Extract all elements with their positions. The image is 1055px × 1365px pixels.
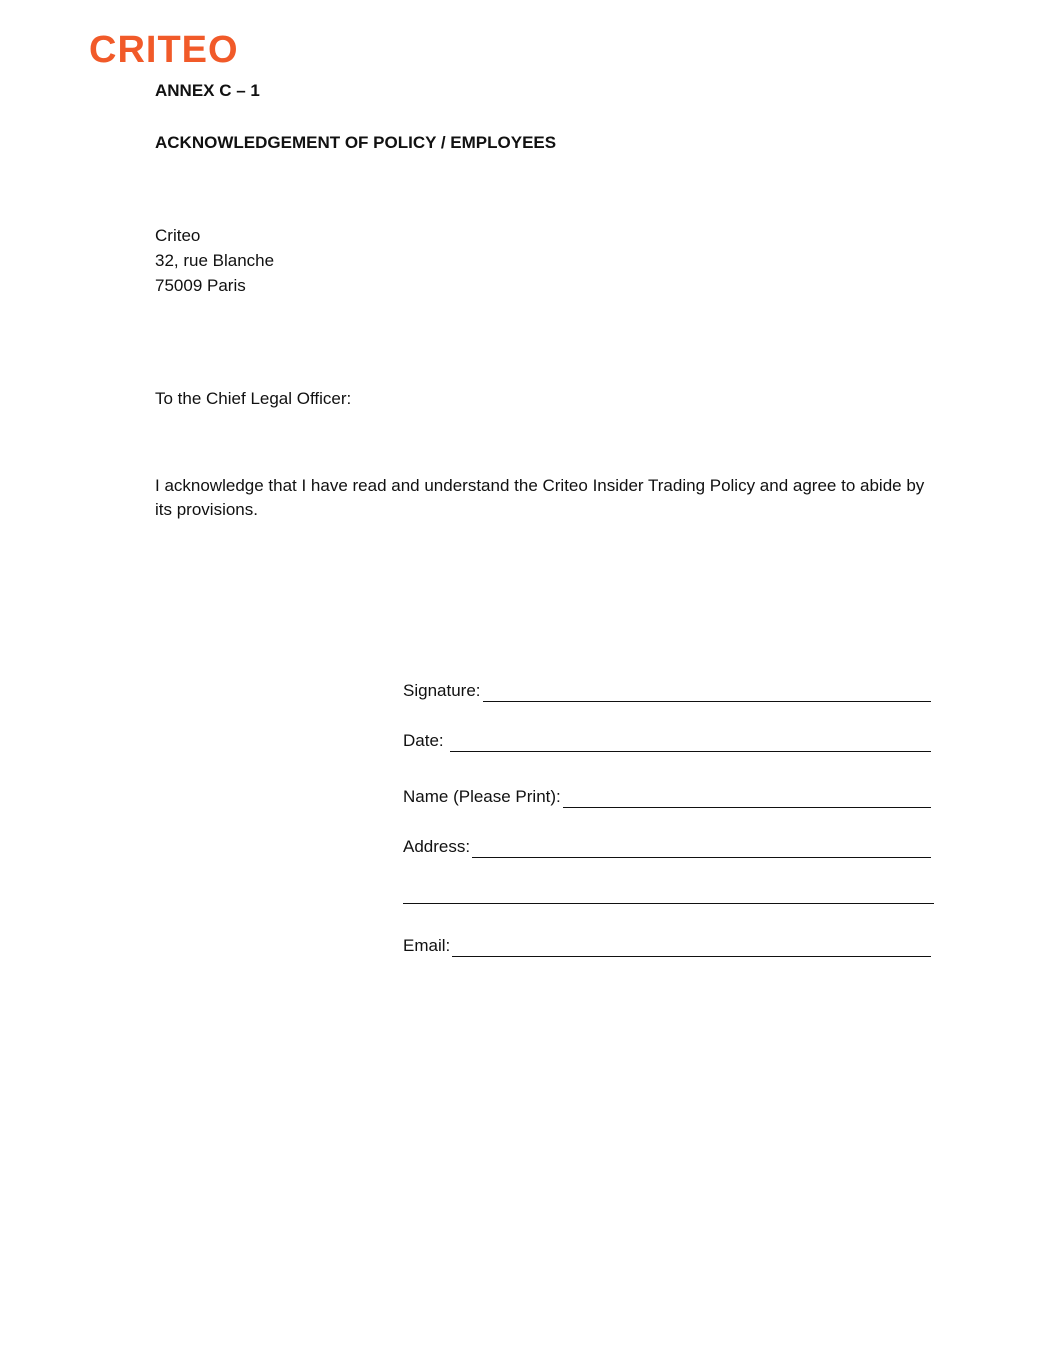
- address-line-company: Criteo: [155, 226, 201, 245]
- logo-wordmark: CRITEO: [89, 29, 239, 67]
- address-field-second-line[interactable]: [403, 880, 934, 904]
- criteo-logo-icon: [89, 29, 241, 67]
- signature-line[interactable]: [483, 683, 932, 702]
- date-label: Date:: [403, 731, 444, 750]
- acknowledgement-text: I acknowledge that I have read and understand the Criteo Insider Trading Policy and agree to abide by its provisions.: [155, 476, 925, 519]
- address-field[interactable]: [403, 834, 931, 858]
- email-label: Email:: [403, 936, 451, 955]
- address-line-city: 75009 Paris: [155, 276, 246, 295]
- address-line-2[interactable]: [403, 885, 934, 904]
- email-field[interactable]: [403, 933, 931, 957]
- address-label: Address:: [403, 837, 471, 856]
- address-line-1[interactable]: [472, 839, 931, 858]
- date-line[interactable]: [450, 733, 931, 752]
- name-label: Name (Please Print):: [403, 787, 561, 806]
- name-field[interactable]: [403, 784, 931, 808]
- document-title: ACKNOWLEDGEMENT OF POLICY / EMPLOYEES: [155, 133, 557, 152]
- salutation: To the Chief Legal Officer:: [155, 389, 352, 408]
- name-line[interactable]: [563, 789, 931, 808]
- recipient-address: [155, 223, 274, 298]
- annex-label: ANNEX C – 1: [155, 81, 260, 100]
- address-line-street: 32, rue Blanche: [155, 251, 275, 270]
- signature-label: Signature:: [403, 681, 481, 700]
- email-line[interactable]: [452, 938, 931, 957]
- criteo-logo: [89, 29, 241, 67]
- signature-field[interactable]: [403, 678, 931, 702]
- date-field[interactable]: [403, 728, 931, 752]
